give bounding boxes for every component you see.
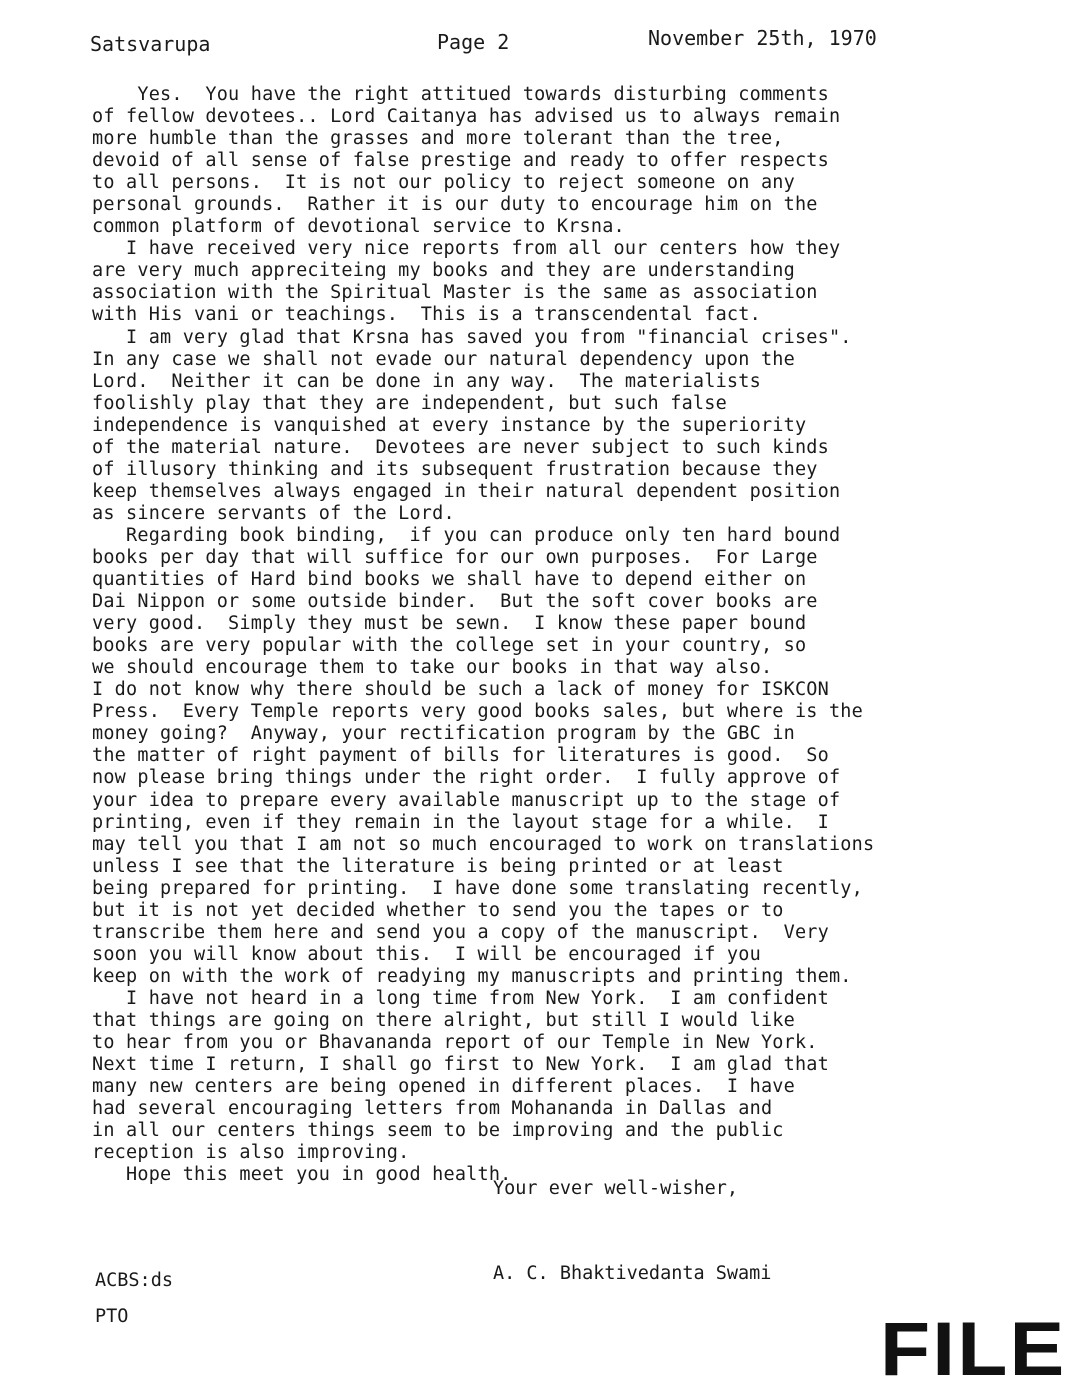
signature-name: A. C. Bhaktivedanta Swami [493, 1263, 772, 1284]
letter-header [0, 26, 1080, 56]
page-number: Page 2 [437, 30, 510, 54]
letter-line: foolishly play that they are independent, but such false [92, 392, 727, 414]
letter-line: quantities of Hard bind books we shall have to depend either on [92, 569, 807, 591]
letter-line: unless I see that the literature is being printed or at least [92, 855, 784, 877]
letter-line: In any case we shall not evade our natural dependency upon the [92, 348, 795, 370]
letter-line: very good. Simply they must be sewn. I know these paper bound [92, 613, 807, 635]
letter-line: Dai Nippon or some outside binder. But the soft cover books are [92, 591, 818, 613]
please-turn-over-note: PTO [95, 1306, 129, 1327]
letter-line: of illusory thinking and its subsequent frustration because they [92, 458, 818, 480]
letter-line: reception is also improving. [92, 1142, 410, 1164]
letter-line: the matter of right payment of bills for literatures is good. So [92, 745, 829, 767]
letter-line: as sincere servants of the Lord. [92, 502, 455, 524]
letter-line: had several encouraging letters from Mohananda in Dallas and [92, 1098, 773, 1120]
letter-line: association with the Spiritual Master is the same as association [92, 282, 818, 304]
letter-line: personal grounds. Rather it is our duty to encourage him on the [92, 194, 818, 216]
letter-line: we should encourage them to take our books in that way also. [92, 657, 773, 679]
letter-line: Press. Every Temple reports very good books sales, but where is the [92, 701, 863, 723]
letter-line: being prepared for printing. I have done some translating recently, [92, 877, 863, 899]
reference-initials: ACBS:ds [95, 1270, 173, 1291]
letter-line: transcribe them here and send you a copy of the manuscript. Very [92, 921, 829, 943]
letter-line: I have not heard in a long time from New York. I am confident [92, 987, 829, 1009]
letter-line: but it is not yet decided whether to send you the tapes or to [92, 899, 784, 921]
letter-line: Yes. You have the right attitued towards disturbing comments [92, 84, 829, 105]
letter-line: may tell you that I am not so much encouraged to work on translations [92, 833, 875, 855]
letter-line: books are very popular with the college set in your country, so [92, 635, 807, 657]
letter-line: with His vani or teachings. This is a transcendental fact. [92, 304, 761, 326]
letter-line: I do not know why there should be such a lack of money for ISKCON [92, 679, 829, 701]
letter-line: now please bring things under the right order. I fully approve of [92, 767, 841, 789]
letter-line: to all persons. It is not our policy to reject someone on any [92, 172, 795, 194]
letter-line: printing, even if they remain in the layout stage for a while. I [92, 811, 829, 833]
file-stamp: FILE [880, 1307, 1067, 1392]
letter-line: independence is vanquished at every instance by the superiority [92, 414, 807, 436]
letter-line: Lord. Neither it can be done in any way. The materialists [92, 370, 761, 392]
letter-line: more humble than the grasses and more tolerant than the tree, [92, 128, 784, 150]
letter-line: keep themselves always engaged in their natural dependent position [92, 480, 841, 502]
letter-body [92, 84, 1012, 1186]
letter-line: in all our centers things seem to be improving and the public [92, 1120, 784, 1142]
letter-line: Next time I return, I shall go first to New York. I am glad that [92, 1054, 829, 1076]
recipient-name: Satsvarupa [90, 32, 211, 56]
closing-line: Your ever well-wisher, [493, 1178, 739, 1199]
letter-line: of fellow devotees.. Lord Caitanya has advised us to always remain [92, 106, 841, 128]
letter-line: devoid of all sense of false prestige and ready to offer respects [92, 150, 829, 172]
letter-line: I have received very nice reports from all our centers how they [92, 238, 841, 260]
letter-line: are very much appreciteing my books and they are understanding [92, 260, 795, 282]
letter-line: many new centers are being opened in different places. I have [92, 1076, 795, 1098]
letter-line: Hope this meet you in good health. [92, 1164, 512, 1186]
letter-line: of the material nature. Devotees are never subject to such kinds [92, 436, 829, 458]
letter-line: money going? Anyway, your rectification program by the GBC in [92, 723, 795, 745]
letter-line: books per day that will suffice for our own purposes. For Large [92, 546, 818, 568]
letter-date: November 25th, 1970 [648, 26, 877, 50]
letter-line: keep on with the work of readying my manuscripts and printing them. [92, 965, 852, 987]
letter-line: that things are going on there alright, but still I would like [92, 1009, 795, 1031]
letter-line: soon you will know about this. I will be encouraged if you [92, 943, 761, 965]
letter-line: I am very glad that Krsna has saved you from "financial crises". [92, 326, 852, 348]
letter-line: to hear from you or Bhavananda report of our Temple in New York. [92, 1032, 818, 1054]
letter-line: common platform of devotional service to Krsna. [92, 216, 625, 238]
letter-line: Regarding book binding, if you can produce only ten hard bound [92, 524, 841, 546]
letter-line: your idea to prepare every available manuscript up to the stage of [92, 789, 841, 811]
